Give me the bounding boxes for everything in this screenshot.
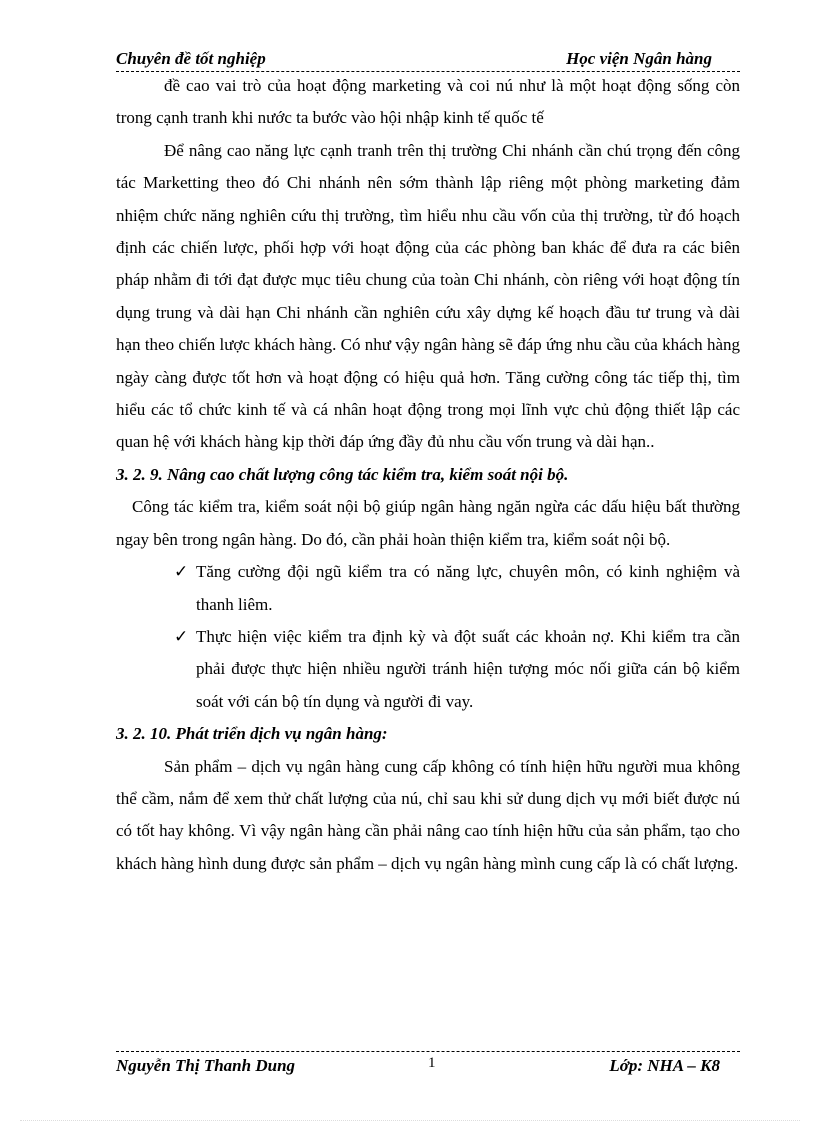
checkmark-icon: ✓: [174, 626, 189, 646]
header-thesis-title: Chuyên đề tốt nghiệp: [116, 49, 266, 68]
bullet-item: [116, 556, 740, 621]
page-footer: [116, 1055, 740, 1077]
paragraph-marketing-role: đề cao vai trò của hoạt động marketing và coi nú như là một hoạt động sống còn trong cạnh tranh khi nước ta bước vào hội nhập kinh tế quốc tế: [116, 76, 740, 128]
footer-class: Lớp: NHA – K8: [609, 1056, 720, 1075]
bullet-item: [116, 621, 740, 718]
header-institution: Học viện Ngân hàng: [566, 49, 712, 68]
footer-author: Nguyễn Thị Thanh Dung: [116, 1056, 296, 1075]
paragraph-internal-control: Công tác kiểm tra, kiểm soát nội bộ giúp ngân hàng ngăn ngừa các dấu hiệu bất thường ngay bên trong ngân hàng. Do đó, cần phải hoàn thiện kiểm tra, kiểm soát nội bộ.: [116, 497, 740, 549]
bullet-text-staff: Tăng cường đội ngũ kiểm tra có năng lực, chuyên môn, có kinh nghiệm và thanh liêm.: [196, 562, 740, 614]
page-header: [116, 48, 740, 70]
section-heading-internal-control: 3. 2. 9. Nâng cao chất lượng công tác kiểm tra, kiểm soát nội bộ.: [116, 464, 569, 484]
checkmark-icon: ✓: [174, 562, 189, 582]
document-body: [116, 70, 740, 880]
paragraph-services: Sản phẩm – dịch vụ ngân hàng cung cấp không có tính hiện hữu người mua không thể cầm, nắm để xem thử chất lượng của nú, chỉ sau khi sử dung dịch vụ mới biết được nú có tốt hay không. Vì vậy ngân hàng cần phải nâng cao tính hiện hữu của sản phẩm, tạo cho khách hàng hình dung được sản phẩm – dịch vụ ngân hàng mình cung cấp là có chất lượng.: [116, 756, 740, 873]
bullet-text-inspection: Thực hiện việc kiểm tra định kỳ và đột suất các khoản nợ. Khi kiểm tra cần phải được thực hiện nhiều người tránh hiện tượng móc nối giữa cán bộ kiểm soát với cán bộ tín dụng và người đi vay.: [196, 626, 740, 711]
paragraph-competitiveness: Để nâng cao năng lực cạnh tranh trên thị trường Chi nhánh cần chú trọng đến công tác Marketting theo đó Chi nhánh nên sớm thành lập riêng một phòng marketing đảm nhiệm chức năng nghiên cứu thị trường, tìm hiểu nhu cầu vốn của thị trường, từ đó hoạch định các chiến lược, phối hợp với hoạt động của các phòng ban khác để đưa ra các biên pháp nhằm đi tới đạt được mục tiêu chung của toàn Chi nhánh, còn riêng với hoạt động tín dụng trung và dài hạn Chi nhánh cần nghiên cứu xây dựng kế hoạch đầu tư trung và dài hạn theo chiến lược khách hàng. Có như vậy ngân hàng sẽ đáp ứng nhu cầu của khách hàng ngày càng được tốt hơn và hoạt động có hiệu quả hơn. Tăng cường công tác tiếp thị, tìm hiểu các tổ chức kinh tế và cá nhân hoạt động trong mọi lĩnh vực chủ động thiết lập các quan hệ với khách hàng kịp thời đáp ứng đầy đủ nhu cầu vốn trung và dài hạn..: [116, 140, 740, 452]
page-number: 1: [428, 1055, 436, 1071]
page-edge: [20, 1120, 800, 1121]
section-heading-services: 3. 2. 10. Phát triển dịch vụ ngân hàng:: [116, 724, 388, 744]
